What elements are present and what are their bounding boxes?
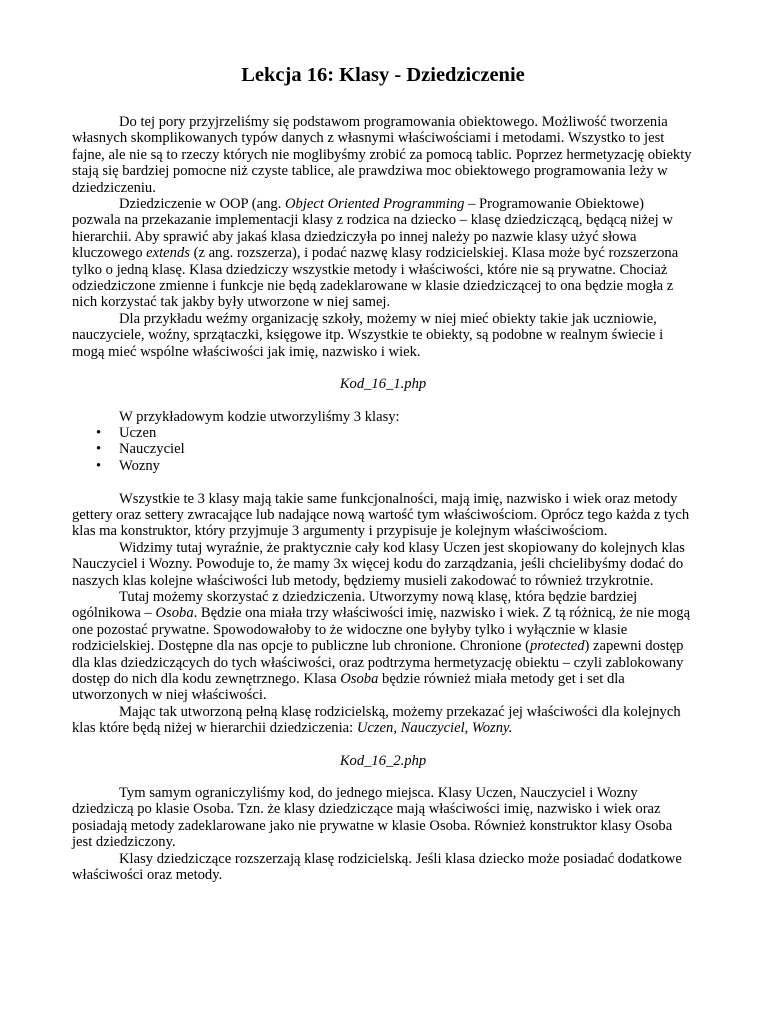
text-segment: . Będzie ona miała trzy właściwości imię, nazwisko i wiek. Z tą różnicą, że nie mogą one pozostać prywatne. Spowodowałoby to że widoczne one byłyby tylko i wyłącznie w klasie rodzicielskiej. Dostępne dla nas opcje to publiczne lub chronione. Chronione ( [72, 605, 691, 655]
term-osoba: Osoba [155, 605, 194, 622]
paragraph-classes-intro: W przykładowym kodzie utworzyliśmy 3 klasy: [119, 408, 400, 425]
paragraph-osoba-class [72, 589, 694, 704]
list-item: • Wozny [72, 458, 694, 474]
keyword-extends: extends [146, 245, 190, 262]
text-segment: – Programowanie Obiektowe) pozwala na przekazanie implementacji klasy z rodzica na dziecko – klasę dziedziczącą, będącą niżej w hierarchii. Aby sprawić aby jakaś klasa dziedziczyła po innej należy po nazwie klasy użyć słowa kluczowego [72, 196, 673, 262]
paragraph-shared-functionality: Wszystkie te 3 klasy mają takie same funkcjonalności, mają imię, nazwisko i wiek oraz metody gettery oraz settery zwracające lub nadające nową wartość tym właściwościom. Oprócz tego każda z tych klas ma konstruktor, który przyjmuje 3 argumenty i przypisuje je kolejnym właściwościom. [72, 490, 690, 540]
list-item: • Uczen [72, 425, 694, 441]
text-segment: ) zapewni dostęp dla klas dziedziczących do tych właściwości, oraz podtrzyma hermetyzację obiektu – czyli zablokowany dostęp do nich dla kodu zewnętrznego. Klasa [72, 638, 684, 687]
page-title: Lekcja 16: Klasy - Dziedziczenie [241, 64, 525, 86]
text-segment: (z ang. rozszerza), i podać nazwę klasy rodzicielskiej. Klasa może być rozszerzona tylko o jedną klasę. Klasa dziedziczy wszystkie metody i właściwości, które nie są prywatne. Chociaż odziedziczone zmienne i funkcje nie będą zadeklarowane w klasie dziedziczącej to ona będzie mogła z nich korzystać tak jakby były utworzone w niej samej. [72, 245, 679, 311]
paragraph-extension: Klasy dziedziczące rozszerzają klasę rodzicielską. Jeśli klasa dziecko może posiadać dodatkowe właściwości oraz metody. [72, 850, 682, 884]
code-reference-1: Kod_16_1.php [339, 376, 427, 393]
paragraph-limited-code: Tym samym ograniczyliśmy kod, do jednego miejsca. Klasy Uczen, Nauczyciel i Wozny dziedziczą po klasie Osoba. Tzn. że klasy dziedziczące mają właściwości imię, nazwisko i wiek oraz posiadają metody zadeklarowane jako nie prywatne w klasie Osoba. Również konstruktor klasy Osoba jest dziedziczony. [72, 785, 673, 851]
paragraph-parent-class [72, 704, 694, 737]
class-list [72, 425, 694, 474]
list-item: • Nauczyciel [72, 441, 694, 457]
code-reference-2: Kod_16_2.php [339, 752, 427, 769]
text-segment: Tutaj możemy skorzystać z dziedziczenia. Utworzymy nową klasę, która będzie bardziej ogólnikowa – [72, 588, 638, 622]
paragraph-duplicated-code: Widzimy tutaj wyraźnie, że praktycznie cały kod klasy Uczen jest skopiowany do kolejnych klas Nauczyciel i Wozny. Powoduje to, że mamy 3x więcej kodu do zarządzania, jeśli chcielibyśmy dodać do naszych klas kolejne właściwości lub metody, będziemy musieli zakodować to również trzykrotnie. [72, 539, 685, 589]
term-child-classes: Uczen, Nauczyciel, Wozny. [356, 720, 513, 737]
text-segment: Mając tak utworzoną pełną klasę rodzicielską, możemy przekazać jej właściwości dla kolejnych klas które będą niżej w hierarchii dziedziczenia: [72, 703, 681, 737]
spacer [72, 474, 694, 490]
paragraph-school-example: Dla przykładu weźmy organizację szkoły, możemy w niej mieć obiekty takie jak uczniowie, nauczyciele, woźny, sprzątaczki, księgowe itp. Wszystkie te obiekty, są podobne w realnym świecie i mogą mieć wspólne właściwości jak imię, nazwisko i wiek. [72, 310, 664, 360]
term-osoba: Osoba [340, 670, 379, 687]
paragraph-inheritance-definition [72, 196, 694, 311]
text-segment: będzie również miała metody get i set dla utworzonych w niej właściwości. [72, 670, 625, 704]
paragraph-intro: Do tej pory przyjrzeliśmy się podstawom programowania obiektowego. Możliwość tworzenia własnych skomplikowanych typów danych z własnymi właściwościami i metodami. Wszystko to jest fajne, ale nie są to rzeczy których nie moglibyśmy zrobić za pomocą tablic. Poprzez hermetyzację obiekty stają się bardziej pomocne niż czyste tablice, ale prawdziwa moc obiektowego programowania leży w dziedziczeniu. [72, 114, 692, 196]
document-page [72, 62, 694, 883]
term-protected: protected [529, 638, 585, 655]
text-segment: Dziedziczenie w OOP (ang. [119, 196, 286, 213]
term-oop: Object Oriented Programming [285, 196, 465, 213]
